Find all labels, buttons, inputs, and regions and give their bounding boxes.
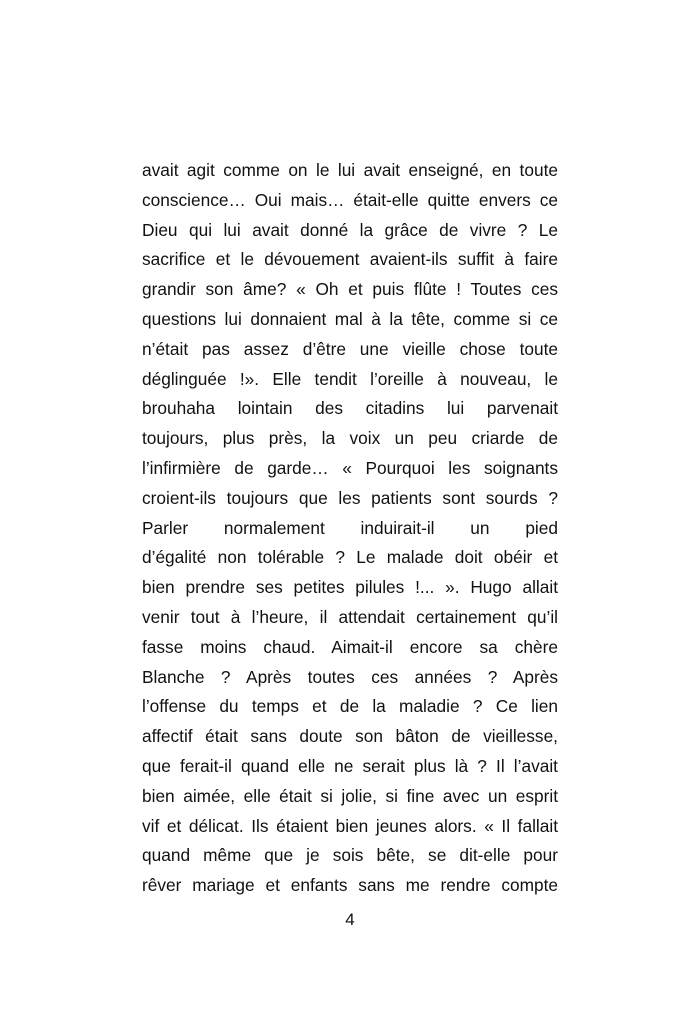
text-line-10: toujours, plus près, la voix un peu criarde de — [142, 428, 558, 449]
page-number: 4 — [345, 910, 355, 929]
text-line-7: n’était pas assez d’être une vieille chose toute — [142, 338, 558, 359]
text-line-14: d’égalité non tolérable ? Le malade doit obéir et — [142, 547, 558, 568]
text-line-2: conscience… Oui mais… était-elle quitte envers ce — [142, 189, 558, 210]
text-line-13: Parler normalement induirait-il un pied — [142, 517, 558, 538]
text-line-24: quand même que je sois bête, se dit-elle pour — [142, 845, 558, 866]
body-text — [142, 156, 558, 901]
text-line-16: venir tout à l’heure, il attendait certainement qu’il — [142, 606, 558, 627]
text-line-4: sacrifice et le dévouement avaient-ils suffit à faire — [142, 249, 558, 270]
text-line-19: l’offense du temps et de la maladie ? Ce lien — [142, 696, 558, 717]
text-line-5: grandir son âme? « Oh et puis flûte ! Toutes ces — [142, 279, 558, 300]
text-line-1: avait agit comme on le lui avait enseigné, en toute — [142, 160, 558, 180]
text-line-22: bien aimée, elle était si jolie, si fine avec un esprit — [142, 785, 558, 806]
text-line-18: Blanche ? Après toutes ces années ? Après — [142, 666, 558, 687]
text-line-21: que ferait-il quand elle ne serait plus là ? Il l’avait — [142, 755, 558, 776]
text-line-15: bien prendre ses petites pilules !... ». Hugo allait — [142, 577, 558, 598]
text-line-12: croient-ils toujours que les patients sont sourds ? — [142, 487, 558, 508]
text-line-11: l’infirmière de garde… « Pourquoi les soignants — [142, 457, 558, 478]
text-line-25: rêver mariage et enfants sans me rendre compte — [142, 875, 558, 896]
text-line-20: affectif était sans doute son bâton de vieillesse, — [142, 726, 558, 747]
text-line-6: questions lui donnaient mal à la tête, comme si ce — [142, 308, 558, 329]
text-line-9: brouhaha lointain des citadins lui parvenait — [142, 398, 558, 419]
text-line-23: vif et délicat. Ils étaient bien jeunes alors. « Il fallait — [142, 815, 558, 836]
text-line-3: Dieu qui lui avait donné la grâce de vivre ? Le — [142, 219, 558, 240]
text-line-8: déglinguée !». Elle tendit l’oreille à nouveau, le — [142, 368, 558, 389]
text-line-17: fasse moins chaud. Aimait-il encore sa chère — [142, 636, 558, 657]
